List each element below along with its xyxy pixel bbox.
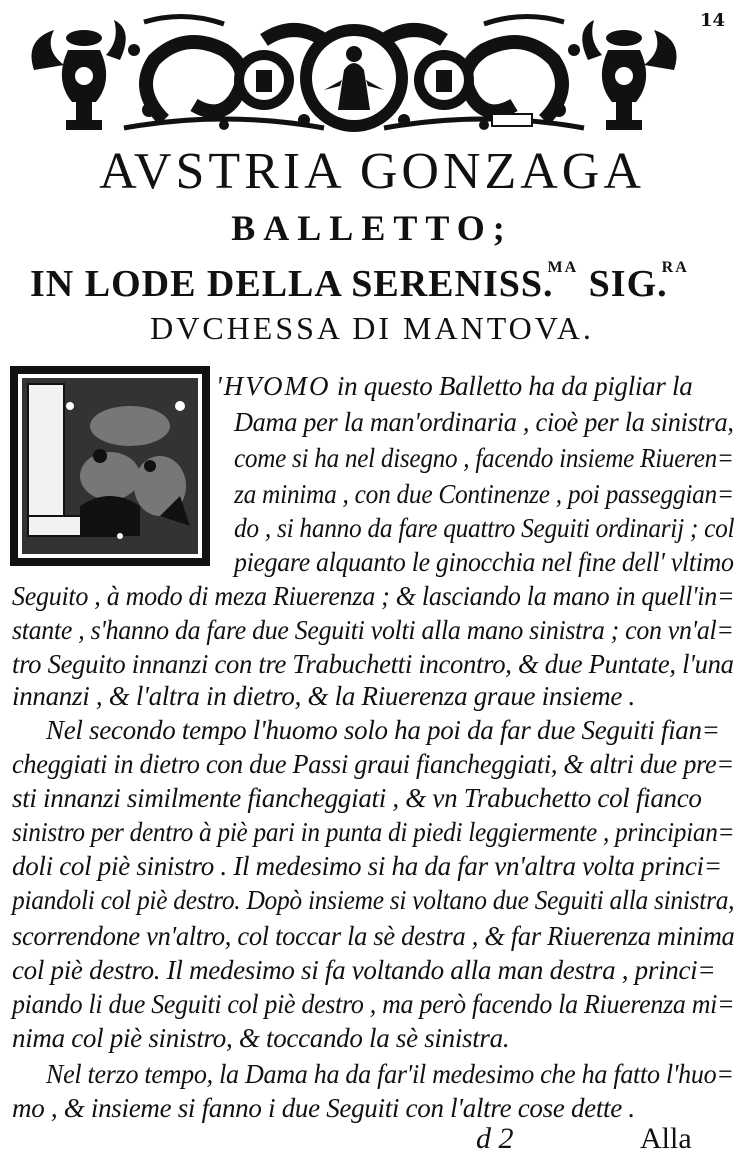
catchword: Alla (640, 1122, 692, 1155)
text-line: tro Seguito innanzi con tre Trabuchetti incontro, & due Puntate, l'una (12, 649, 734, 679)
text-line: col piè destro. Il medesimo si fa voltando alla man destra , princi= (12, 955, 716, 985)
text-line: scorrendone vn'altro, col toccar la sè destra , & far Riuerenza minima (12, 921, 735, 951)
heading-duchess: DVCHESSA DI MANTOVA. (150, 310, 594, 346)
text-line-caps: 'HVOMO (216, 371, 331, 401)
page-number: 14 (700, 10, 726, 31)
text-line: innanzi , & l'altra in dietro, & la Riuerenza graue insieme . (12, 681, 635, 711)
heading-subtitle: BALLETTO; (231, 208, 513, 248)
text-line: piegare alquanto le ginocchia nel fine dell' vltimo (234, 547, 734, 577)
signature-mark: d 2 (476, 1122, 514, 1155)
text-line: za minima , con due Continenze , poi passeggian= (234, 479, 734, 509)
text-line: do , si hanno da fare quattro Seguiti ordinarij ; col (234, 513, 735, 543)
dedication-text: SIG. (578, 263, 668, 305)
text-line: come si ha nel disegno , facendo insieme Riueren= (234, 443, 734, 473)
text-line: doli col piè sinistro . Il medesimo si ha da far vn'altra volta princi= (12, 851, 722, 881)
text-line: piando li due Seguiti col piè destro , ma però facendo la Riuerenza mi= (12, 989, 735, 1019)
heading-title: AVSTRIA GONZAGA (99, 143, 645, 200)
text-line-rest: in questo Balletto ha da pigliar la (330, 371, 693, 401)
historiated-initial-l-icon (10, 366, 210, 566)
text-line: sinistro per dentro à piè pari in punta di piedi leggiermente , principian= (12, 817, 735, 847)
text-line: sti innanzi similmente fiancheggiati , & vn Trabuchetto col fianco (12, 783, 702, 813)
text-line: Dama per la man'ordinaria , cioè per la sinistra, (234, 407, 734, 437)
text-line: stante , s'hanno da fare due Seguiti volti alla mano sinistra ; con vn'al= (12, 615, 734, 645)
text-line: Nel secondo tempo l'huomo solo ha poi da far due Seguiti fian= (46, 715, 720, 745)
text-line: mo , & insieme si fanno i due Seguiti con l'altre cose dette . (12, 1093, 635, 1123)
text-line: Seguito , à modo di meza Riuerenza ; & lasciando la mano in quell'in= (12, 581, 735, 611)
text-line: piandoli col piè destro. Dopò insieme si voltano due Seguiti alla sinistra, (12, 885, 735, 915)
superscript: RA (661, 259, 689, 276)
text-line: Nel terzo tempo, la Dama ha da far'il medesimo che ha fatto l'huo= (46, 1059, 734, 1089)
text-line: nima col piè sinistro, & toccando la sè sinistra. (12, 1023, 510, 1053)
text-line (216, 370, 692, 402)
dedication-text: IN LODE DELLA SERENISS. (30, 263, 554, 305)
text-line: cheggiati in dietro con due Passi graui fiancheggiati, & altri due pre= (12, 749, 734, 779)
superscript: MA (547, 259, 579, 276)
ornamental-headpiece-icon (24, 10, 684, 138)
